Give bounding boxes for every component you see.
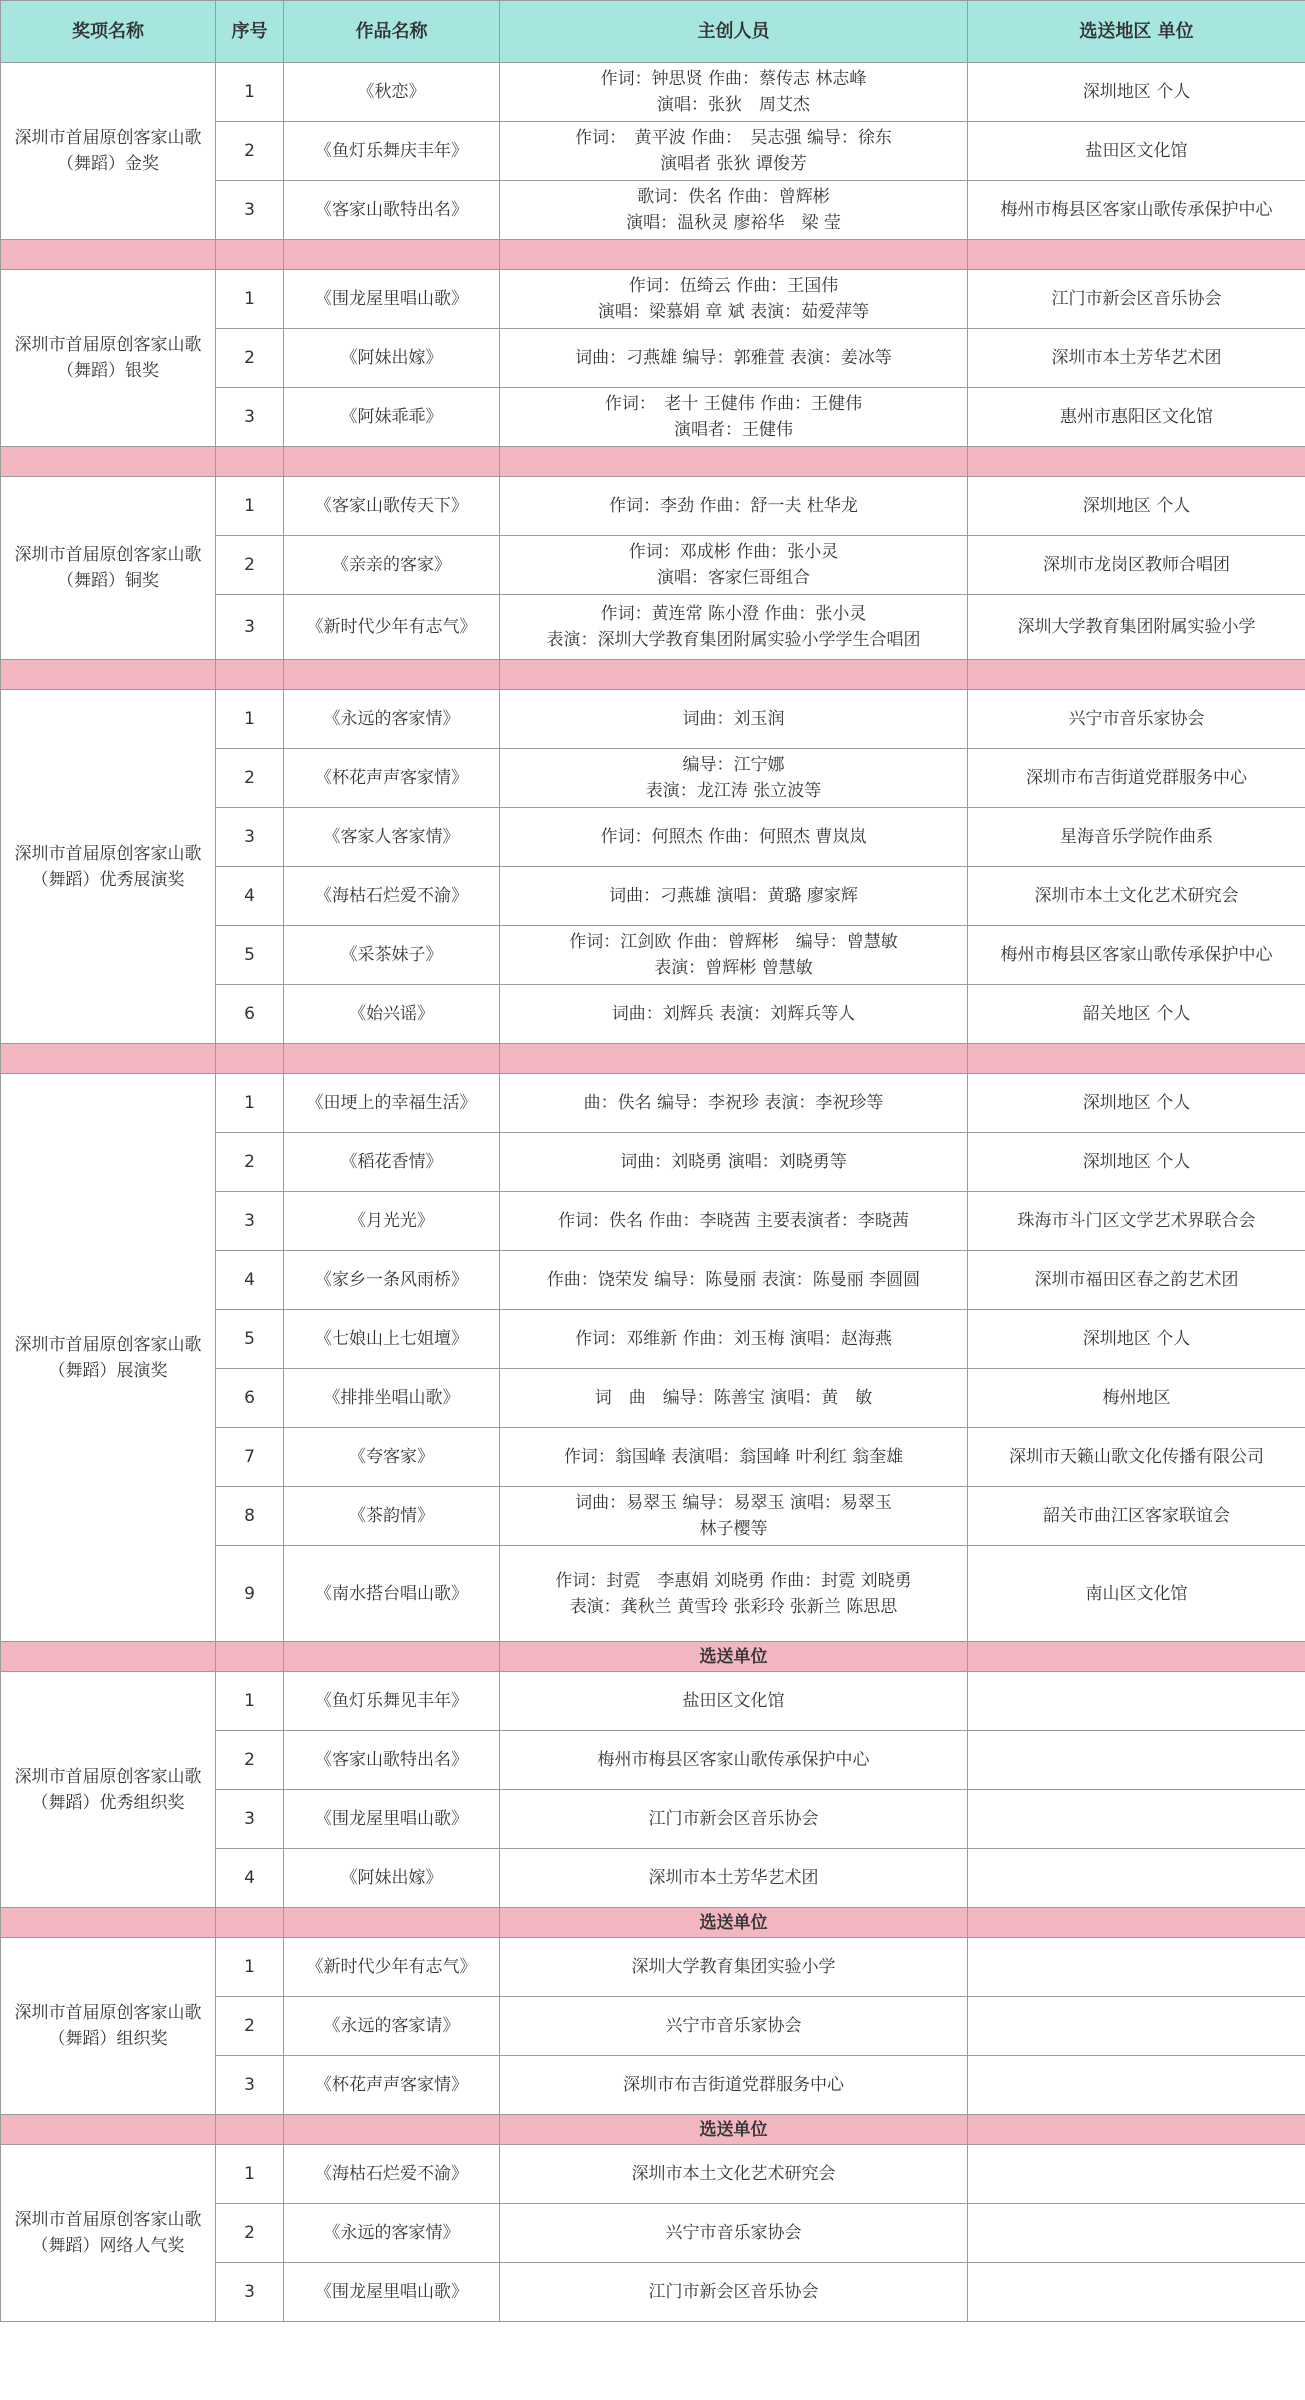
region-unit: 南山区文化馆: [968, 1546, 1305, 1642]
region-unit: 深圳地区 个人: [968, 1074, 1305, 1133]
row-number: 1: [216, 477, 284, 536]
row-number: 1: [216, 1672, 284, 1731]
work-title: 《客家山歌特出名》: [284, 181, 500, 240]
work-title: 《稻花香情》: [284, 1133, 500, 1192]
work-title: 《新时代少年有志气》: [284, 1938, 500, 1997]
credit-line: 词曲：刁燕雄 演唱：黄璐 廖家辉: [609, 886, 858, 906]
empty-cell: [968, 1849, 1305, 1908]
region-unit: 深圳地区 个人: [968, 477, 1305, 536]
creators-cell: [500, 1133, 968, 1192]
credit-line: 演唱者 张狄 谭俊芳: [660, 154, 807, 174]
work-title: 《排排坐唱山歌》: [284, 1369, 500, 1428]
work-title: 《家乡一条风雨桥》: [284, 1251, 500, 1310]
row-number: 2: [216, 122, 284, 181]
region-unit: 深圳市福田区春之韵艺术团: [968, 1251, 1305, 1310]
row-number: 2: [216, 749, 284, 808]
credit-line: 作词：黄连常 陈小澄 作曲：张小灵: [600, 604, 867, 624]
work-title: 《永远的客家情》: [284, 690, 500, 749]
award-name-cell: 深圳市首届原创客家山歌（舞蹈）银奖: [1, 270, 216, 447]
table-row: [1, 477, 1305, 536]
section-label: 选送单位: [500, 2115, 968, 2145]
row-number: 2: [216, 329, 284, 388]
table-row: [1, 1672, 1305, 1731]
work-title: 《围龙屋里唱山歌》: [284, 2263, 500, 2322]
work-title: 《鱼灯乐舞见丰年》: [284, 1672, 500, 1731]
region-unit: 深圳市本土芳华艺术团: [968, 329, 1305, 388]
credit-line: 作词：李劲 作曲：舒一夫 杜华龙: [609, 496, 858, 516]
creators-cell: [500, 1546, 968, 1642]
work-title: 《客家人客家情》: [284, 808, 500, 867]
submitting-unit: 深圳市本土芳华艺术团: [500, 1849, 968, 1908]
table-row: [1, 1938, 1305, 1997]
row-number: 1: [216, 270, 284, 329]
separator-row: [1, 447, 1305, 477]
submitting-unit: 江门市新会区音乐协会: [500, 1790, 968, 1849]
region-unit: 珠海市斗门区文学艺术界联合会: [968, 1192, 1305, 1251]
empty-cell: [968, 2056, 1305, 2115]
row-number: 6: [216, 985, 284, 1044]
creators-cell: [500, 1074, 968, 1133]
credit-line: 表演：龚秋兰 黄雪玲 张彩玲 张新兰 陈思思: [569, 1596, 898, 1617]
region-unit: 韶关地区 个人: [968, 985, 1305, 1044]
table-row: [1, 63, 1305, 122]
row-number: 1: [216, 63, 284, 122]
work-title: 《鱼灯乐舞庆丰年》: [284, 122, 500, 181]
row-number: 3: [216, 2056, 284, 2115]
creators-cell: [500, 926, 968, 985]
creators-cell: [500, 1428, 968, 1487]
submitting-unit: 深圳市布吉街道党群服务中心: [500, 2056, 968, 2115]
credit-line: 曲：佚名 编导：李祝珍 表演：李祝珍等: [583, 1093, 884, 1113]
submitting-unit: 盐田区文化馆: [500, 1672, 968, 1731]
work-title: 《阿妹出嫁》: [284, 1849, 500, 1908]
separator-row: [1, 1642, 1305, 1672]
creators-cell: [500, 985, 968, 1044]
submitting-unit: 江门市新会区音乐协会: [500, 2263, 968, 2322]
row-number: 2: [216, 2204, 284, 2263]
empty-cell: [968, 1672, 1305, 1731]
creators-cell: [500, 808, 968, 867]
work-title: 《新时代少年有志气》: [284, 595, 500, 660]
work-title: 《夸客家》: [284, 1428, 500, 1487]
empty-cell: [968, 2204, 1305, 2263]
separator-row: [1, 1908, 1305, 1938]
header-work-title: 作品名称: [284, 1, 500, 63]
row-number: 3: [216, 388, 284, 447]
region-unit: 盐田区文化馆: [968, 122, 1305, 181]
row-number: 6: [216, 1369, 284, 1428]
award-name-cell: 深圳市首届原创客家山歌（舞蹈）网络人气奖: [1, 2145, 216, 2322]
creators-cell: [500, 1369, 968, 1428]
work-title: 《始兴谣》: [284, 985, 500, 1044]
work-title: 《南水搭台唱山歌》: [284, 1546, 500, 1642]
credit-line: 词曲：刁燕雄 编导：郭雅萱 表演：姜冰等: [575, 348, 892, 368]
row-number: 1: [216, 1938, 284, 1997]
region-unit: 深圳地区 个人: [968, 1310, 1305, 1369]
creators-cell: [500, 1310, 968, 1369]
header-number: 序号: [216, 1, 284, 63]
creators-cell: [500, 181, 968, 240]
section-label: 选送单位: [500, 1908, 968, 1938]
header-region-unit: 选送地区 单位: [968, 1, 1305, 63]
row-number: 4: [216, 867, 284, 926]
credit-line: 表演：深圳大学教育集团附属实验小学学生合唱团: [546, 630, 921, 650]
row-number: 3: [216, 595, 284, 660]
award-name-cell: 深圳市首届原创客家山歌（舞蹈）展演奖: [1, 1074, 216, 1642]
empty-cell: [968, 1731, 1305, 1790]
work-title: 《阿妹出嫁》: [284, 329, 500, 388]
header-row: [1, 1, 1305, 63]
creators-cell: [500, 1251, 968, 1310]
credit-line: 作词：邓维新 作曲：刘玉梅 演唱：赵海燕: [575, 1329, 892, 1349]
creators-cell: [500, 867, 968, 926]
credit-line: 词曲：易翠玉 编导：易翠玉 演唱：易翠玉: [575, 1493, 892, 1513]
table-row: [1, 2145, 1305, 2204]
row-number: 3: [216, 181, 284, 240]
credit-line: 歌词：佚名 作曲：曾辉彬: [637, 187, 830, 207]
work-title: 《亲亲的客家》: [284, 536, 500, 595]
region-unit: 兴宁市音乐家协会: [968, 690, 1305, 749]
creators-cell: [500, 329, 968, 388]
work-title: 《七娘山上七姐壇》: [284, 1310, 500, 1369]
region-unit: 深圳市天籁山歌文化传播有限公司: [968, 1428, 1305, 1487]
credit-line: 作词： 黄平波 作曲： 吴志强 编导：徐东: [575, 128, 892, 148]
credit-line: 作词： 老十 王健伟 作曲：王健伟: [604, 394, 863, 414]
row-number: 8: [216, 1487, 284, 1546]
credit-line: 演唱：客家仨哥组合: [657, 568, 810, 588]
section-label: 选送单位: [500, 1642, 968, 1672]
creators-cell: [500, 536, 968, 595]
credit-line: 词曲：刘晓勇 演唱：刘晓勇等: [620, 1152, 847, 1172]
work-title: 《客家山歌特出名》: [284, 1731, 500, 1790]
row-number: 2: [216, 1133, 284, 1192]
work-title: 《采茶妹子》: [284, 926, 500, 985]
credit-line: 表演：曾辉彬 曾慧敏: [654, 958, 813, 978]
region-unit: 江门市新会区音乐协会: [968, 270, 1305, 329]
credit-line: 演唱者：王健伟: [674, 420, 793, 440]
credit-line: 演唱：张狄 周艾杰: [657, 95, 810, 115]
table-row: [1, 1074, 1305, 1133]
submitting-unit: 兴宁市音乐家协会: [500, 1997, 968, 2056]
header-award-name: 奖项名称: [1, 1, 216, 63]
credit-line: 表演：龙江涛 张立波等: [645, 781, 822, 801]
creators-cell: [500, 595, 968, 660]
work-title: 《茶韵情》: [284, 1487, 500, 1546]
submitting-unit: 深圳市本土文化艺术研究会: [500, 2145, 968, 2204]
work-title: 《杯花声声客家情》: [284, 2056, 500, 2115]
creators-cell: [500, 1487, 968, 1546]
creators-cell: [500, 270, 968, 329]
row-number: 9: [216, 1546, 284, 1642]
award-name-cell: 深圳市首届原创客家山歌（舞蹈）优秀展演奖: [1, 690, 216, 1044]
region-unit: 深圳地区 个人: [968, 63, 1305, 122]
header-creators: 主创人员: [500, 1, 968, 63]
work-title: 《围龙屋里唱山歌》: [284, 1790, 500, 1849]
row-number: 5: [216, 926, 284, 985]
creators-cell: [500, 1192, 968, 1251]
row-number: 2: [216, 536, 284, 595]
credit-line: 作曲：饶荣发 编导：陈曼丽 表演：陈曼丽 李圆圆: [546, 1270, 921, 1290]
credit-line: 词曲：刘辉兵 表演：刘辉兵等人: [611, 1004, 856, 1024]
credit-line: 演唱：温秋灵 廖裕华 梁 莹: [626, 213, 841, 233]
credit-line: 作词：伍绮云 作曲：王国伟: [628, 276, 839, 296]
award-name-cell: 深圳市首届原创客家山歌（舞蹈）金奖: [1, 63, 216, 240]
award-name-cell: 深圳市首届原创客家山歌（舞蹈）铜奖: [1, 477, 216, 660]
work-title: 《海枯石烂爱不渝》: [284, 867, 500, 926]
work-title: 《永远的客家情》: [284, 2204, 500, 2263]
submitting-unit: 深圳大学教育集团实验小学: [500, 1938, 968, 1997]
award-name-cell: 深圳市首届原创客家山歌（舞蹈）组织奖: [1, 1938, 216, 2115]
separator-row: [1, 1044, 1305, 1074]
row-number: 4: [216, 1849, 284, 1908]
work-title: 《客家山歌传天下》: [284, 477, 500, 536]
work-title: 《田埂上的幸福生活》: [284, 1074, 500, 1133]
credit-line: 作词：封霓 李惠娟 刘晓勇 作曲：封霓 刘晓勇: [555, 1570, 912, 1591]
row-number: 7: [216, 1428, 284, 1487]
separator-row: [1, 660, 1305, 690]
credit-line: 林子樱等: [699, 1519, 768, 1539]
creators-cell: [500, 388, 968, 447]
credit-line: 作词：邓成彬 作曲：张小灵: [628, 542, 839, 562]
creators-cell: [500, 63, 968, 122]
empty-cell: [968, 1790, 1305, 1849]
region-unit: 惠州市惠阳区文化馆: [968, 388, 1305, 447]
region-unit: 深圳大学教育集团附属实验小学: [968, 595, 1305, 660]
creators-cell: [500, 122, 968, 181]
credit-line: 作词：何照杰 作曲：何照杰 曹岚岚: [600, 827, 867, 847]
row-number: 2: [216, 1731, 284, 1790]
table-row: [1, 690, 1305, 749]
region-unit: 深圳市本土文化艺术研究会: [968, 867, 1305, 926]
row-number: 1: [216, 690, 284, 749]
row-number: 3: [216, 1790, 284, 1849]
work-title: 《阿妹乖乖》: [284, 388, 500, 447]
row-number: 4: [216, 1251, 284, 1310]
region-unit: 梅州地区: [968, 1369, 1305, 1428]
submitting-unit: 兴宁市音乐家协会: [500, 2204, 968, 2263]
work-title: 《永远的客家请》: [284, 1997, 500, 2056]
row-number: 3: [216, 1192, 284, 1251]
submitting-unit: 梅州市梅县区客家山歌传承保护中心: [500, 1731, 968, 1790]
work-title: 《杯花声声客家情》: [284, 749, 500, 808]
region-unit: 深圳市布吉街道党群服务中心: [968, 749, 1305, 808]
credit-line: 词 曲 编导：陈善宝 演唱：黄 敏: [594, 1388, 873, 1408]
separator-row: [1, 2115, 1305, 2145]
empty-cell: [968, 2263, 1305, 2322]
separator-row: [1, 240, 1305, 270]
empty-cell: [968, 1997, 1305, 2056]
row-number: 2: [216, 1997, 284, 2056]
credit-line: 作词：钟思贤 作曲：蔡传志 林志峰: [600, 69, 867, 89]
region-unit: 梅州市梅县区客家山歌传承保护中心: [968, 926, 1305, 985]
region-unit: 深圳地区 个人: [968, 1133, 1305, 1192]
row-number: 3: [216, 2263, 284, 2322]
row-number: 3: [216, 808, 284, 867]
credit-line: 作词：江剑欧 作曲：曾辉彬 编导：曾慧敏: [569, 932, 898, 952]
credit-line: 编导：江宁娜: [682, 755, 785, 775]
region-unit: 韶关市曲江区客家联谊会: [968, 1487, 1305, 1546]
region-unit: 深圳市龙岗区教师合唱团: [968, 536, 1305, 595]
credit-line: 词曲：刘玉润: [682, 709, 785, 729]
creators-cell: [500, 477, 968, 536]
creators-cell: [500, 690, 968, 749]
work-title: 《月光光》: [284, 1192, 500, 1251]
empty-cell: [968, 2145, 1305, 2204]
credit-line: 作词：佚名 作曲：李晓茜 主要表演者：李晓茜: [558, 1211, 909, 1231]
creators-cell: [500, 749, 968, 808]
region-unit: 星海音乐学院作曲系: [968, 808, 1305, 867]
region-unit: 梅州市梅县区客家山歌传承保护中心: [968, 181, 1305, 240]
row-number: 1: [216, 2145, 284, 2204]
award-name-cell: 深圳市首届原创客家山歌（舞蹈）优秀组织奖: [1, 1672, 216, 1908]
work-title: 《围龙屋里唱山歌》: [284, 270, 500, 329]
empty-cell: [968, 1938, 1305, 1997]
row-number: 5: [216, 1310, 284, 1369]
table-row: [1, 270, 1305, 329]
credit-line: 作词：翁国峰 表演唱：翁国峰 叶利红 翁奎雄: [563, 1447, 904, 1467]
row-number: 1: [216, 1074, 284, 1133]
work-title: 《秋恋》: [284, 63, 500, 122]
work-title: 《海枯石烂爱不渝》: [284, 2145, 500, 2204]
credit-line: 演唱：梁慕娟 章 斌 表演：茹爱萍等: [597, 302, 870, 322]
